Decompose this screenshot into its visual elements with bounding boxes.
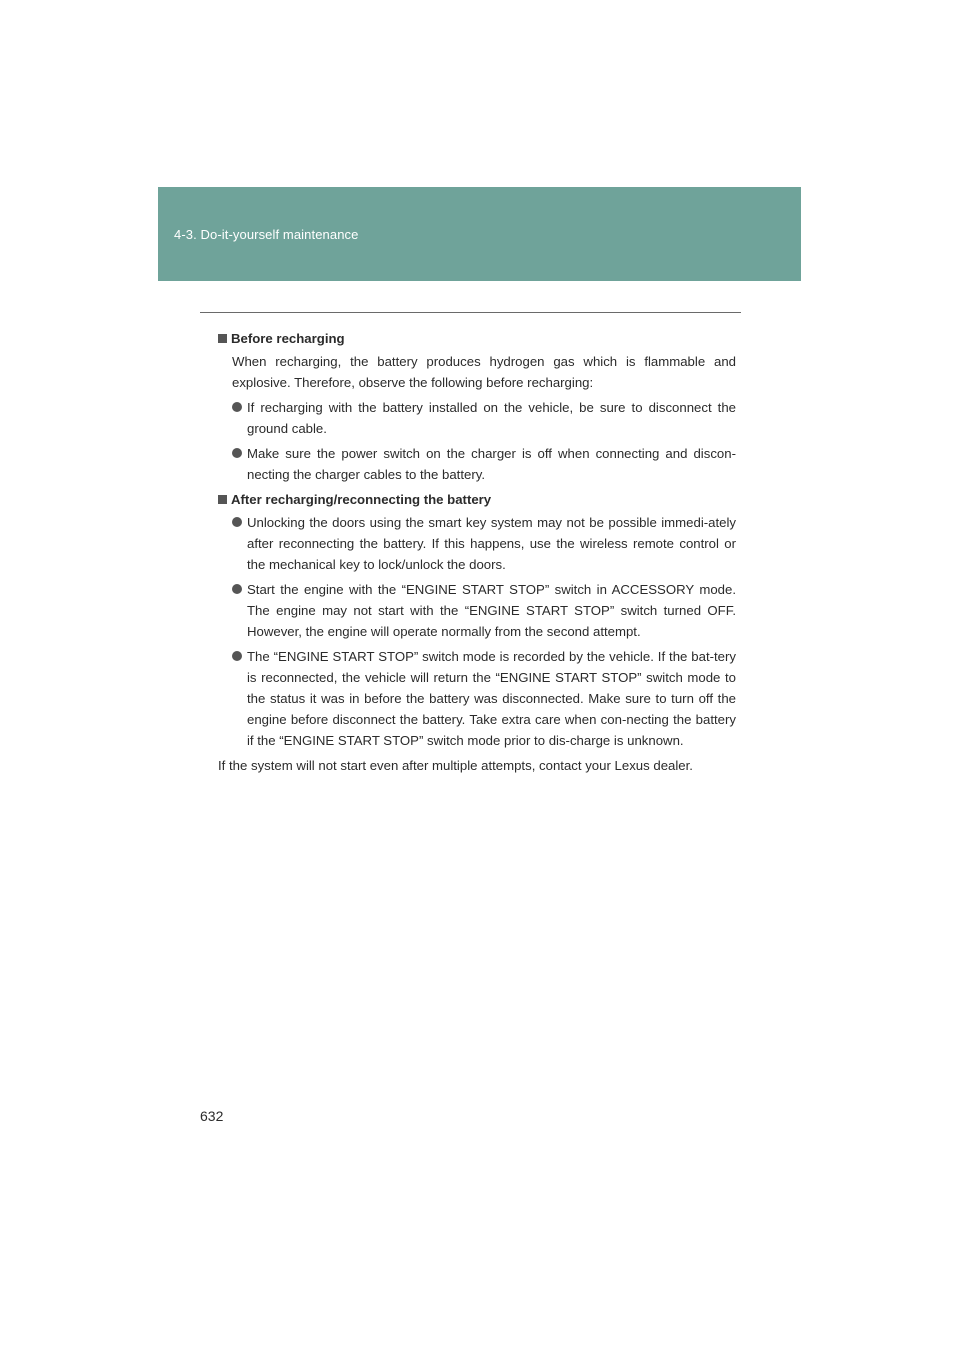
square-bullet-icon	[218, 334, 227, 343]
circle-bullet-icon	[232, 584, 242, 594]
bullet-list	[218, 512, 736, 751]
section-heading	[218, 489, 736, 510]
circle-bullet-icon	[232, 402, 242, 412]
list-item-text: Start the engine with the “ENGINE START STOP” switch in ACCESSORY mode. The engine may not start with the “ENGINE START STOP” switch turned OFF. However, the engine will operate normally from the second attempt.	[247, 582, 736, 639]
list-item-text: Make sure the power switch on the charger is off when connecting and discon-necting the charger cables to the battery.	[247, 446, 736, 482]
list-item	[232, 646, 736, 751]
square-bullet-icon	[218, 495, 227, 504]
main-content	[218, 328, 736, 776]
heading-text: After recharging/reconnecting the battery	[231, 492, 492, 507]
section-before-recharging	[218, 328, 736, 485]
list-item-text: If recharging with the battery installed on the vehicle, be sure to disconnect the ground cable.	[247, 400, 736, 436]
list-item	[232, 443, 736, 485]
circle-bullet-icon	[232, 651, 242, 661]
circle-bullet-icon	[232, 448, 242, 458]
list-item-text: Unlocking the doors using the smart key system may not be possible immedi-ately after reconnecting the battery. If this happens, use the wireless remote control or the mechanical key to lock/unlock the doors.	[247, 515, 736, 572]
closing-paragraph: If the system will not start even after multiple attempts, contact your Lexus dealer.	[218, 758, 693, 773]
page-number: 632	[200, 1108, 224, 1124]
section-heading	[218, 328, 736, 349]
header-band	[158, 187, 801, 281]
section-title: 4-3. Do-it-yourself maintenance	[174, 227, 359, 242]
circle-bullet-icon	[232, 517, 242, 527]
bullet-list	[218, 397, 736, 485]
list-item	[232, 397, 736, 439]
intro-paragraph: When recharging, the battery produces hydrogen gas which is flammable and explosive. Therefore, observe the following before recharging:	[232, 354, 736, 390]
heading-text: Before recharging	[231, 331, 345, 346]
divider-rule	[200, 312, 741, 313]
list-item-text: The “ENGINE START STOP” switch mode is recorded by the vehicle. If the bat-tery is reconnected, the vehicle will return the “ENGINE START STOP” switch mode to the status it was in before the battery was disconnected. Make sure to turn off the engine before disconnect the battery. Take extra care when con-necting the battery if the “ENGINE START STOP” switch mode prior to dis-charge is unknown.	[247, 649, 736, 748]
list-item	[232, 579, 736, 642]
list-item	[232, 512, 736, 575]
section-after-recharging	[218, 489, 736, 776]
